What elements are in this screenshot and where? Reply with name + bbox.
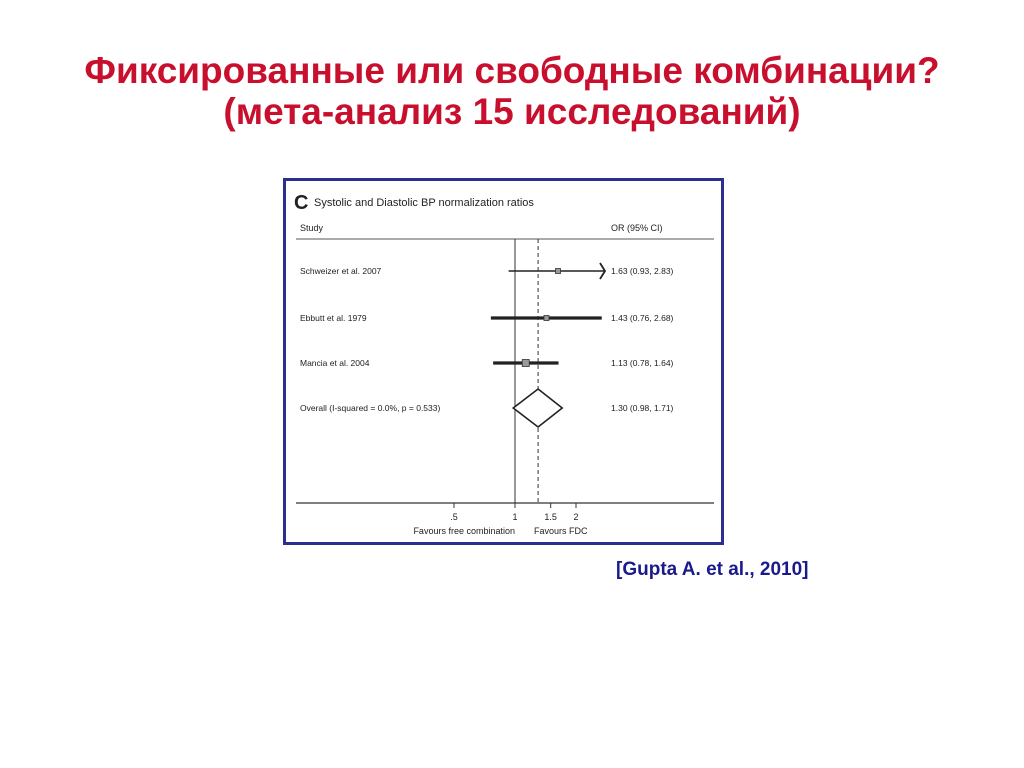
favours-right-label: Favours FDC <box>534 526 588 536</box>
chart-title: Systolic and Diastolic BP normalization ratios <box>314 197 534 209</box>
x-tick-label: 1.5 <box>544 512 557 522</box>
x-tick-label: .5 <box>450 512 458 522</box>
study-label: Schweizer et al. 2007 <box>300 266 382 276</box>
overall-ci-text: 1.30 (0.98, 1.71) <box>611 403 674 413</box>
panel-letter: C <box>294 192 309 214</box>
study-ci-text: 1.43 (0.76, 2.68) <box>611 313 674 323</box>
overall-diamond <box>513 389 562 427</box>
point-estimate-box <box>555 269 560 274</box>
slide-title-line-2: (мета-анализ 15 исследований) <box>223 91 801 132</box>
favours-left-label: Favours free combination <box>413 526 515 536</box>
column-header-study: Study <box>300 223 324 233</box>
point-estimate-box <box>522 360 529 367</box>
forest-plot <box>286 181 721 542</box>
study-ci-text: 1.13 (0.78, 1.64) <box>611 358 674 368</box>
column-header-or: OR (95% CI) <box>611 223 663 233</box>
plot-layer <box>300 239 674 522</box>
study-label: Mancia et al. 2004 <box>300 358 370 368</box>
slide-title-line-1: Фиксированные или свободные комбинации? <box>84 50 940 91</box>
study-label: Ebbutt et al. 1979 <box>300 313 367 323</box>
point-estimate-box <box>544 316 549 321</box>
x-tick-label: 1 <box>512 512 518 522</box>
study-ci-text: 1.63 (0.93, 2.83) <box>611 266 674 276</box>
forest-plot-figure <box>283 178 724 545</box>
slide-title <box>0 50 1024 132</box>
citation: [Gupta A. et al., 2010] <box>616 559 809 580</box>
overall-label: Overall (I-squared = 0.0%, p = 0.533) <box>300 403 441 413</box>
x-tick-label: 2 <box>573 512 579 522</box>
